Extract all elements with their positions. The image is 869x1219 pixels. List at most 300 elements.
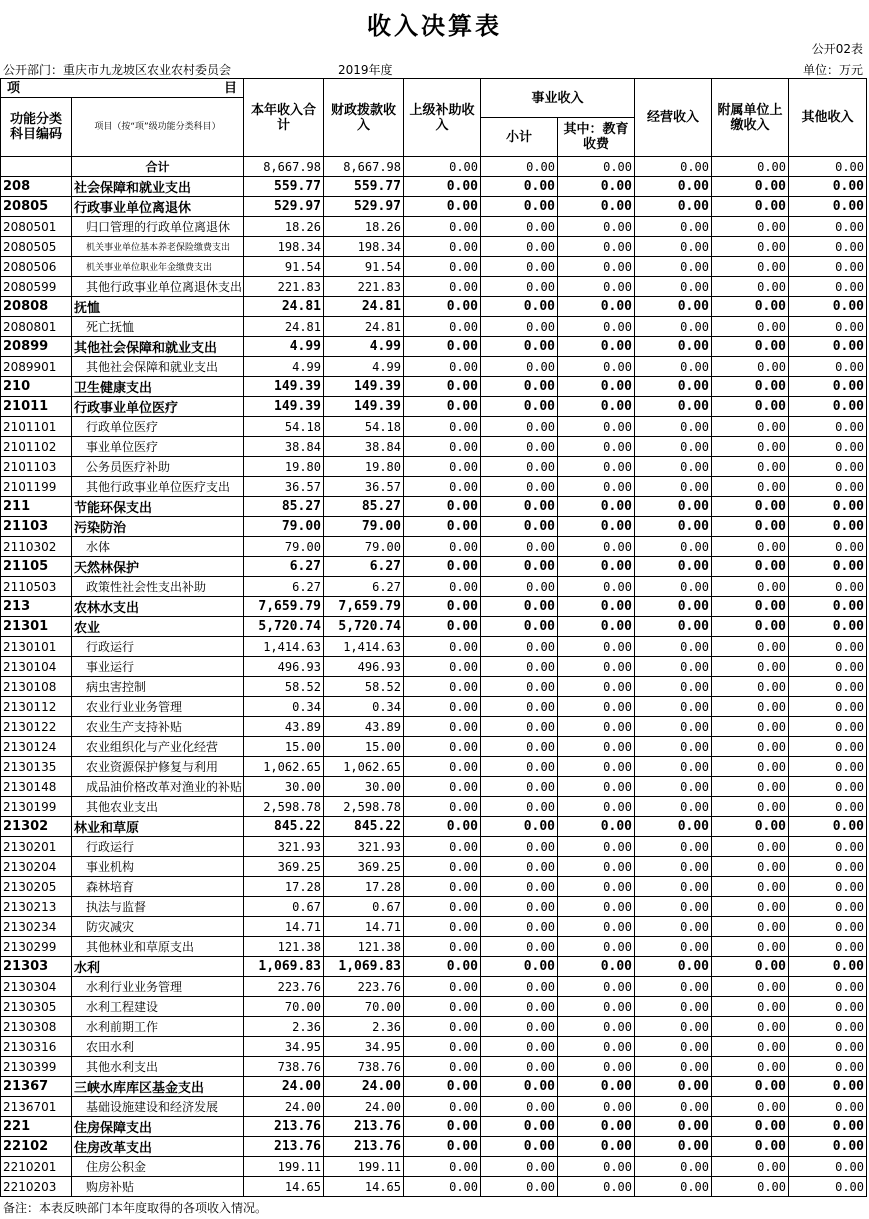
row-value: 1,062.65	[244, 757, 324, 777]
table-row	[1, 837, 867, 857]
row-value: 0.00	[789, 597, 867, 617]
row-value: 0.00	[712, 1037, 789, 1057]
row-value: 0.00	[712, 577, 789, 597]
header-code: 功能分类科目编码	[1, 98, 72, 157]
row-value: 0.00	[404, 217, 481, 237]
row-value: 0.00	[404, 457, 481, 477]
row-value: 0.00	[481, 697, 558, 717]
row-value: 79.00	[244, 537, 324, 557]
row-value: 0.00	[404, 297, 481, 317]
row-value: 0.00	[712, 197, 789, 217]
row-value: 70.00	[324, 997, 404, 1017]
row-value: 0.00	[635, 397, 712, 417]
row-code: 2130299	[1, 937, 72, 957]
row-value: 0.00	[789, 257, 867, 277]
row-value: 0.00	[789, 177, 867, 197]
row-value: 0.00	[481, 397, 558, 417]
row-value: 0.00	[558, 177, 635, 197]
row-code: 2136701	[1, 1097, 72, 1117]
row-value: 199.11	[324, 1157, 404, 1177]
row-value: 0.00	[635, 1097, 712, 1117]
row-value: 0.00	[712, 1097, 789, 1117]
row-value: 0.00	[481, 557, 558, 577]
row-name: 农业	[72, 617, 244, 637]
row-value: 0.00	[712, 937, 789, 957]
page-title: 收入决算表	[367, 12, 502, 40]
row-code: 2130308	[1, 1017, 72, 1037]
row-value: 0.00	[635, 377, 712, 397]
row-value: 0.00	[404, 617, 481, 637]
row-value: 0.00	[635, 977, 712, 997]
row-value: 0.00	[481, 597, 558, 617]
row-code: 2130122	[1, 717, 72, 737]
row-value: 54.18	[324, 417, 404, 437]
row-value: 0.00	[481, 837, 558, 857]
row-value: 0.00	[558, 1137, 635, 1157]
row-name: 林业和草原	[72, 817, 244, 837]
row-code: 21103	[1, 517, 72, 537]
row-value: 0.00	[481, 957, 558, 977]
header-subtotal: 小计	[481, 118, 558, 157]
row-value: 0.00	[404, 817, 481, 837]
header-other: 其他收入	[789, 79, 867, 157]
table-row	[1, 297, 867, 317]
row-value: 0.00	[481, 197, 558, 217]
row-value: 0.00	[558, 377, 635, 397]
table-row	[1, 277, 867, 297]
row-name: 死亡抚恤	[72, 317, 244, 337]
row-value: 0.00	[558, 897, 635, 917]
row-value: 0.00	[481, 1097, 558, 1117]
row-value: 529.97	[244, 197, 324, 217]
row-value: 24.00	[244, 1097, 324, 1117]
row-value: 0.00	[404, 897, 481, 917]
table-row	[1, 217, 867, 237]
table-row	[1, 777, 867, 797]
row-value: 0.00	[481, 437, 558, 457]
row-value: 2.36	[244, 1017, 324, 1037]
row-code: 2130316	[1, 1037, 72, 1057]
row-name: 住房公积金	[72, 1157, 244, 1177]
row-value: 0.00	[789, 417, 867, 437]
row-value: 1,414.63	[244, 637, 324, 657]
row-name: 水利工程建设	[72, 997, 244, 1017]
row-value: 0.00	[481, 777, 558, 797]
row-code: 2080505	[1, 237, 72, 257]
row-value: 0.00	[789, 1157, 867, 1177]
row-name: 水利	[72, 957, 244, 977]
row-value: 4.99	[244, 357, 324, 377]
row-value: 0.00	[635, 1177, 712, 1197]
row-value: 369.25	[324, 857, 404, 877]
header-item-mu	[1, 79, 244, 98]
row-value: 0.00	[404, 1057, 481, 1077]
row-value: 0.00	[712, 1117, 789, 1137]
table-row	[1, 397, 867, 417]
row-name: 农业生产支持补贴	[72, 717, 244, 737]
row-value: 0.00	[789, 797, 867, 817]
row-value: 4.99	[244, 337, 324, 357]
row-value: 198.34	[324, 237, 404, 257]
header-total: 本年收入合计	[244, 79, 324, 157]
row-value: 0.00	[558, 717, 635, 737]
row-value: 0.00	[712, 617, 789, 637]
row-value: 0.00	[481, 677, 558, 697]
row-value: 0.00	[712, 537, 789, 557]
row-value: 0.00	[712, 517, 789, 537]
row-value: 0.00	[635, 417, 712, 437]
row-name: 事业单位医疗	[72, 437, 244, 457]
row-value: 0.00	[635, 717, 712, 737]
row-value: 0.00	[789, 697, 867, 717]
row-value: 70.00	[244, 997, 324, 1017]
row-value: 0.00	[712, 677, 789, 697]
row-name: 住房保障支出	[72, 1117, 244, 1137]
row-name: 水体	[72, 537, 244, 557]
row-value: 0.00	[635, 997, 712, 1017]
row-value: 0.00	[635, 617, 712, 637]
row-name: 其他社会保障和就业支出	[72, 337, 244, 357]
row-value: 0.00	[635, 157, 712, 177]
row-value: 0.00	[635, 1057, 712, 1077]
row-value: 0.00	[712, 697, 789, 717]
row-value: 213.76	[324, 1137, 404, 1157]
row-value: 79.00	[324, 537, 404, 557]
row-code: 21301	[1, 617, 72, 637]
table-row	[1, 257, 867, 277]
row-value: 0.00	[404, 477, 481, 497]
header-name: 项目（按“项”级功能分类科目）	[72, 98, 244, 157]
row-value: 0.00	[404, 977, 481, 997]
table-row	[1, 897, 867, 917]
header-superior: 上级补助收入	[404, 79, 481, 157]
header-fiscal: 财政拨款收入	[324, 79, 404, 157]
row-value: 0.00	[404, 857, 481, 877]
row-code: 2080506	[1, 257, 72, 277]
row-value: 0.00	[558, 1077, 635, 1097]
row-name: 归口管理的行政单位离退休	[72, 217, 244, 237]
row-code: 2080501	[1, 217, 72, 237]
row-value: 18.26	[324, 217, 404, 237]
row-code: 2101102	[1, 437, 72, 457]
row-code: 2089901	[1, 357, 72, 377]
row-value: 91.54	[244, 257, 324, 277]
row-value: 0.00	[558, 217, 635, 237]
row-code: 2130204	[1, 857, 72, 877]
table-row	[1, 537, 867, 557]
row-value: 0.00	[635, 217, 712, 237]
row-value: 0.00	[404, 437, 481, 457]
row-value: 0.00	[789, 777, 867, 797]
row-value: 496.93	[324, 657, 404, 677]
row-value: 0.00	[404, 657, 481, 677]
row-code: 221	[1, 1117, 72, 1137]
row-value: 0.00	[558, 1017, 635, 1037]
row-value: 24.81	[324, 317, 404, 337]
row-value: 0.00	[635, 257, 712, 277]
row-value: 2,598.78	[324, 797, 404, 817]
row-value: 321.93	[244, 837, 324, 857]
row-name: 水利行业业务管理	[72, 977, 244, 997]
row-value: 1,062.65	[324, 757, 404, 777]
row-value: 213.76	[244, 1137, 324, 1157]
row-value: 1,414.63	[324, 637, 404, 657]
row-value: 0.00	[712, 997, 789, 1017]
row-value: 34.95	[324, 1037, 404, 1057]
row-value: 0.00	[558, 257, 635, 277]
row-code: 2210201	[1, 1157, 72, 1177]
row-value: 0.00	[481, 237, 558, 257]
row-value: 0.00	[481, 477, 558, 497]
row-code	[1, 157, 72, 177]
row-value: 0.00	[481, 377, 558, 397]
footnote: 备注：本表反映部门本年度取得的各项收入情况。	[3, 1201, 268, 1215]
row-name: 农业行业业务管理	[72, 697, 244, 717]
row-value: 0.00	[789, 357, 867, 377]
row-value: 0.00	[404, 777, 481, 797]
row-value: 121.38	[324, 937, 404, 957]
row-name: 三峡水库库区基金支出	[72, 1077, 244, 1097]
row-value: 0.00	[404, 257, 481, 277]
row-value: 0.00	[558, 997, 635, 1017]
header-item: 项	[7, 80, 21, 96]
row-value: 38.84	[244, 437, 324, 457]
row-value: 0.00	[404, 1137, 481, 1157]
table-row	[1, 197, 867, 217]
row-value: 0.00	[635, 277, 712, 297]
row-value: 0.00	[635, 577, 712, 597]
row-value: 0.00	[404, 1097, 481, 1117]
row-value: 0.00	[789, 717, 867, 737]
row-value: 0.00	[789, 817, 867, 837]
row-value: 0.00	[789, 377, 867, 397]
row-value: 221.83	[324, 277, 404, 297]
table-row	[1, 957, 867, 977]
row-value: 0.00	[712, 857, 789, 877]
row-value: 0.00	[481, 257, 558, 277]
row-value: 0.00	[404, 277, 481, 297]
row-value: 0.00	[712, 597, 789, 617]
row-value: 0.00	[712, 257, 789, 277]
row-value: 0.00	[635, 957, 712, 977]
row-name: 其他水利支出	[72, 1057, 244, 1077]
row-value: 0.00	[635, 797, 712, 817]
row-value: 24.00	[324, 1077, 404, 1097]
row-value: 0.00	[712, 1057, 789, 1077]
row-value: 0.00	[712, 777, 789, 797]
row-value: 6.27	[324, 557, 404, 577]
row-name: 卫生健康支出	[72, 377, 244, 397]
header-mu: 目	[223, 80, 237, 96]
row-code: 2130108	[1, 677, 72, 697]
row-value: 0.00	[404, 377, 481, 397]
row-value: 0.00	[712, 417, 789, 437]
table-row	[1, 1057, 867, 1077]
row-value: 17.28	[324, 877, 404, 897]
row-value: 223.76	[244, 977, 324, 997]
row-code: 22102	[1, 1137, 72, 1157]
row-value: 0.00	[481, 797, 558, 817]
row-value: 0.00	[404, 577, 481, 597]
table-row	[1, 437, 867, 457]
row-value: 0.00	[712, 277, 789, 297]
row-value: 0.00	[558, 977, 635, 997]
income-table	[0, 78, 867, 1197]
row-value: 0.00	[712, 397, 789, 417]
row-value: 2,598.78	[244, 797, 324, 817]
row-name: 农业资源保护修复与利用	[72, 757, 244, 777]
table-row	[1, 737, 867, 757]
row-value: 0.00	[404, 157, 481, 177]
row-value: 0.00	[712, 637, 789, 657]
row-name: 天然林保护	[72, 557, 244, 577]
row-value: 24.81	[244, 297, 324, 317]
row-value: 0.00	[789, 337, 867, 357]
row-name: 行政事业单位医疗	[72, 397, 244, 417]
row-code: 2130234	[1, 917, 72, 937]
table-row	[1, 1097, 867, 1117]
row-value: 0.00	[635, 1117, 712, 1137]
row-value: 0.00	[481, 717, 558, 737]
row-value: 0.00	[558, 837, 635, 857]
row-value: 24.00	[324, 1097, 404, 1117]
row-value: 0.00	[558, 737, 635, 757]
row-value: 0.00	[789, 877, 867, 897]
row-value: 0.00	[404, 797, 481, 817]
header-fushu: 附属单位上缴收入	[712, 79, 789, 157]
row-value: 58.52	[324, 677, 404, 697]
row-value: 0.00	[481, 157, 558, 177]
table-row	[1, 1117, 867, 1137]
row-code: 208	[1, 177, 72, 197]
row-value: 0.00	[635, 737, 712, 757]
row-value: 0.00	[481, 177, 558, 197]
header-edu: 其中：教育收费	[558, 118, 635, 157]
table-row	[1, 557, 867, 577]
row-value: 0.00	[558, 637, 635, 657]
row-value: 0.00	[789, 917, 867, 937]
row-value: 0.00	[789, 497, 867, 517]
row-value: 0.00	[789, 517, 867, 537]
row-value: 6.27	[244, 577, 324, 597]
row-value: 0.00	[558, 877, 635, 897]
row-value: 0.00	[481, 877, 558, 897]
row-value: 0.00	[558, 497, 635, 517]
row-value: 0.00	[635, 677, 712, 697]
row-name: 农田水利	[72, 1037, 244, 1057]
row-name: 行政运行	[72, 837, 244, 857]
table-row	[1, 977, 867, 997]
row-value: 0.00	[404, 677, 481, 697]
row-code: 2110302	[1, 537, 72, 557]
row-name: 社会保障和就业支出	[72, 177, 244, 197]
row-value: 0.00	[635, 637, 712, 657]
table-row	[1, 937, 867, 957]
table-row	[1, 177, 867, 197]
row-value: 149.39	[324, 377, 404, 397]
row-value: 0.00	[481, 457, 558, 477]
row-value: 0.00	[635, 857, 712, 877]
row-name: 其他行政事业单位离退休支出	[72, 277, 244, 297]
row-value: 30.00	[324, 777, 404, 797]
row-value: 0.00	[558, 937, 635, 957]
row-name: 执法与监督	[72, 897, 244, 917]
row-value: 0.00	[712, 1017, 789, 1037]
row-value: 24.81	[324, 297, 404, 317]
row-code: 2130104	[1, 657, 72, 677]
row-value: 0.00	[712, 917, 789, 937]
row-name: 行政运行	[72, 637, 244, 657]
row-value: 18.26	[244, 217, 324, 237]
table-row	[1, 797, 867, 817]
row-value: 0.00	[712, 877, 789, 897]
table-row	[1, 817, 867, 837]
row-value: 0.00	[635, 837, 712, 857]
row-value: 0.00	[635, 817, 712, 837]
header-shiye: 事业收入	[481, 79, 635, 118]
row-value: 0.00	[404, 1077, 481, 1097]
row-value: 17.28	[244, 877, 324, 897]
row-code: 2080801	[1, 317, 72, 337]
row-name: 其他行政事业单位医疗支出	[72, 477, 244, 497]
row-value: 221.83	[244, 277, 324, 297]
row-value: 0.00	[404, 537, 481, 557]
row-value: 0.00	[558, 1157, 635, 1177]
row-value: 0.00	[481, 417, 558, 437]
row-value: 0.00	[712, 897, 789, 917]
row-value: 0.00	[481, 337, 558, 357]
row-value: 738.76	[324, 1057, 404, 1077]
row-value: 0.00	[558, 337, 635, 357]
row-value: 0.00	[481, 1177, 558, 1197]
row-value: 0.00	[635, 917, 712, 937]
row-value: 0.00	[558, 457, 635, 477]
row-value: 0.00	[481, 497, 558, 517]
row-value: 0.00	[558, 197, 635, 217]
row-value: 0.00	[558, 397, 635, 417]
row-value: 0.00	[712, 657, 789, 677]
row-value: 0.00	[558, 417, 635, 437]
row-value: 0.00	[789, 897, 867, 917]
row-value: 0.00	[635, 337, 712, 357]
row-name: 其他林业和草原支出	[72, 937, 244, 957]
row-value: 0.00	[712, 1157, 789, 1177]
row-value: 0.00	[789, 937, 867, 957]
row-value: 0.00	[404, 637, 481, 657]
row-value: 0.00	[481, 517, 558, 537]
row-value: 30.00	[244, 777, 324, 797]
row-code: 2080599	[1, 277, 72, 297]
row-value: 0.00	[558, 477, 635, 497]
row-value: 24.00	[244, 1077, 324, 1097]
row-value: 0.00	[712, 337, 789, 357]
row-value: 149.39	[324, 397, 404, 417]
row-code: 2130213	[1, 897, 72, 917]
row-value: 0.00	[481, 537, 558, 557]
row-name: 节能环保支出	[72, 497, 244, 517]
row-value: 0.00	[712, 237, 789, 257]
row-value: 0.00	[635, 1137, 712, 1157]
row-value: 0.00	[404, 177, 481, 197]
table-row	[1, 637, 867, 657]
row-value: 0.00	[558, 317, 635, 337]
row-value: 0.00	[712, 557, 789, 577]
row-value: 0.00	[789, 297, 867, 317]
row-code: 2130199	[1, 797, 72, 817]
row-value: 0.00	[481, 1057, 558, 1077]
row-value: 0.00	[712, 217, 789, 237]
row-value: 0.00	[558, 917, 635, 937]
